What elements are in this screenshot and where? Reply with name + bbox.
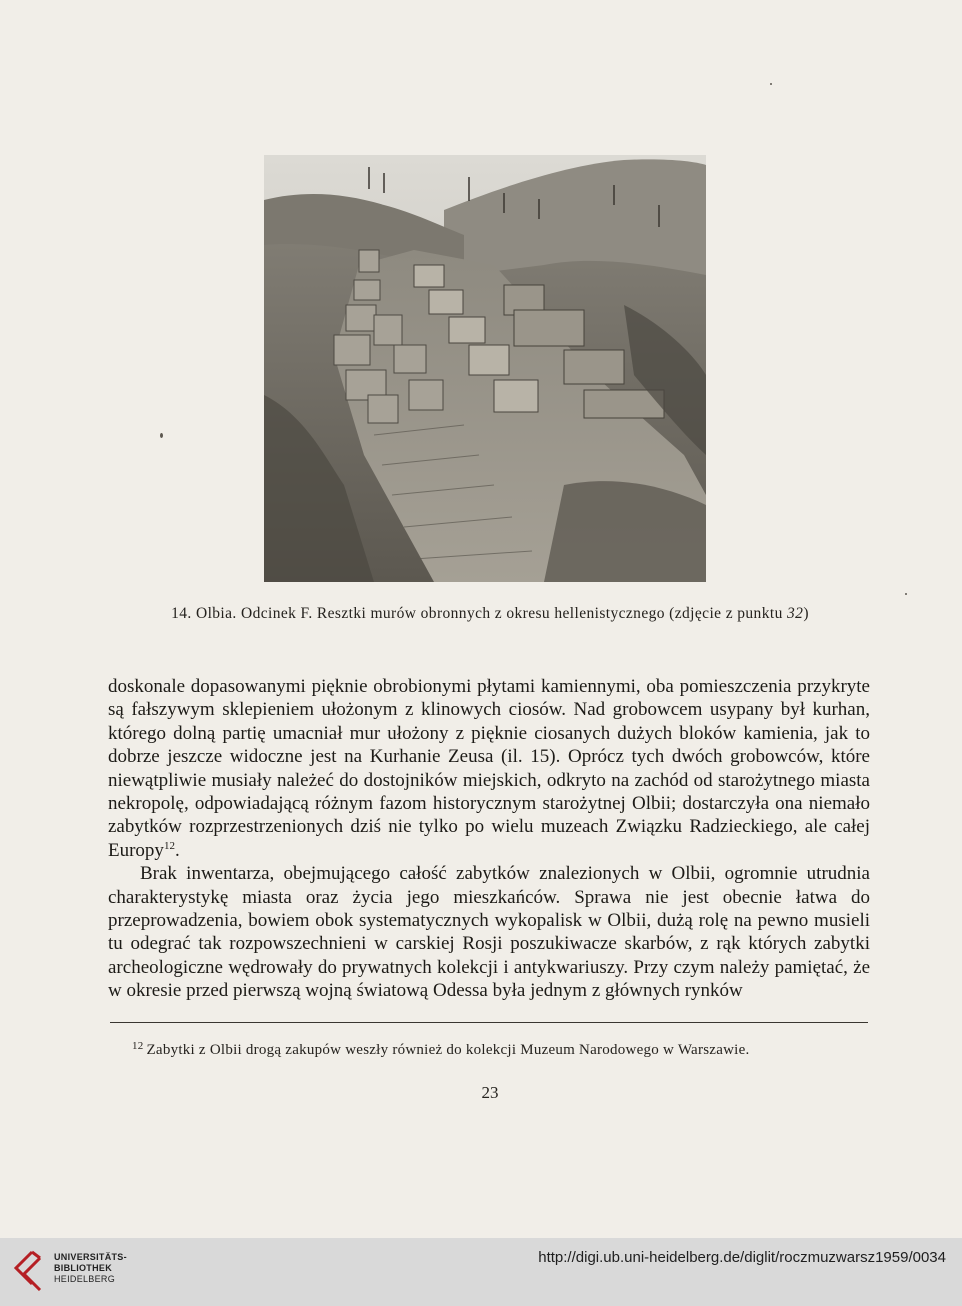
olbia-walls-photo (264, 155, 706, 582)
caption-text: Olbia. Odcinek F. Resztki murów obronnych z okresu hellenistycznego (zdjęcie z punktu (195, 605, 787, 622)
heidelberg-library-logo-icon (10, 1249, 46, 1291)
footnote (132, 1040, 872, 1059)
library-name-line-2: BIBLIOTHEK (54, 1263, 112, 1273)
library-name-line-1: UNIVERSITÄTS- (54, 1252, 127, 1262)
source-url-link[interactable]: http://digi.ub.uni-heidelberg.de/diglit/roczmuzwarsz1959/0034 (538, 1249, 946, 1266)
page-number: 23 (481, 1083, 499, 1102)
caption-point: 32 (787, 605, 804, 622)
library-name-line-3: HEIDELBERG (54, 1274, 116, 1284)
paragraph-1-text: doskonale dopasowanymi pięknie obrobionymi płytami kamiennymi, oba pomieszczenia przykryte są fałszywym sklepieniem ułożonym z klinowych ciosów. Nad grobowcem usypany był kurhan, którego dolną partię umacniał mur ułożony z pięknie ciosanych dużych bloków kamienia, jak to dobrze jeszcze widoczne jest na Kurhanie Zeusa (il. 15). Oprócz tych dwóch grobowców, które niewątpliwie musiały należeć do dostojników miejskich, odkryto na zachód od starożytnego miasta nekropolę, odpowiadającą różnym fazom historycznym starożytnej Olbii; dostarczyła ona niemało zabytków rozprzestrzenionych dziś nie tylko po wielu muzeach Związku Radzieckiego, ale całej Europy (108, 676, 870, 861)
library-name (54, 1252, 127, 1285)
scan-speck (770, 83, 772, 85)
paragraph-1 (108, 675, 870, 862)
figure-caption (110, 605, 870, 623)
caption-number: 14. (171, 605, 192, 622)
body-text (108, 675, 870, 1003)
caption-end: ) (803, 605, 809, 622)
paragraph-2: Brak inwentarza, obejmującego całość zabytków znalezionych w Olbii, ogromnie utrudnia charakterystykę miasta oraz życia jego mieszkańców. Sprawa nie jest obecnie łatwa do przeprowadzenia, bowiem obok systematycznych wykopalisk w Olbii, dużą rolę na pewno musieli tu odegrać tak rozpowszechnieni w carskiej Rosji poszukiwacze skarbów, z rąk których zabytki archeologiczne wędrowały do prywatnych kolekcji i antykwariuszy. Przy czym należy pamiętać, że w okresie przed pierwszą wojną światową Odessa była jednym z głównych rynków (108, 863, 870, 1002)
footnote-text: Zabytki z Olbii drogą zakupów weszły również do kolekcji Muzeum Narodowego w Warszawie. (146, 1042, 750, 1058)
scan-speck (160, 433, 163, 438)
paragraph-1-end: . (174, 839, 180, 861)
excavation-photo-drawing (264, 155, 706, 582)
footnote-number: 12 (132, 1040, 144, 1052)
scan-speck (905, 593, 907, 595)
footnote-divider (110, 1022, 868, 1023)
footnote-reference[interactable]: 12 (163, 839, 175, 852)
